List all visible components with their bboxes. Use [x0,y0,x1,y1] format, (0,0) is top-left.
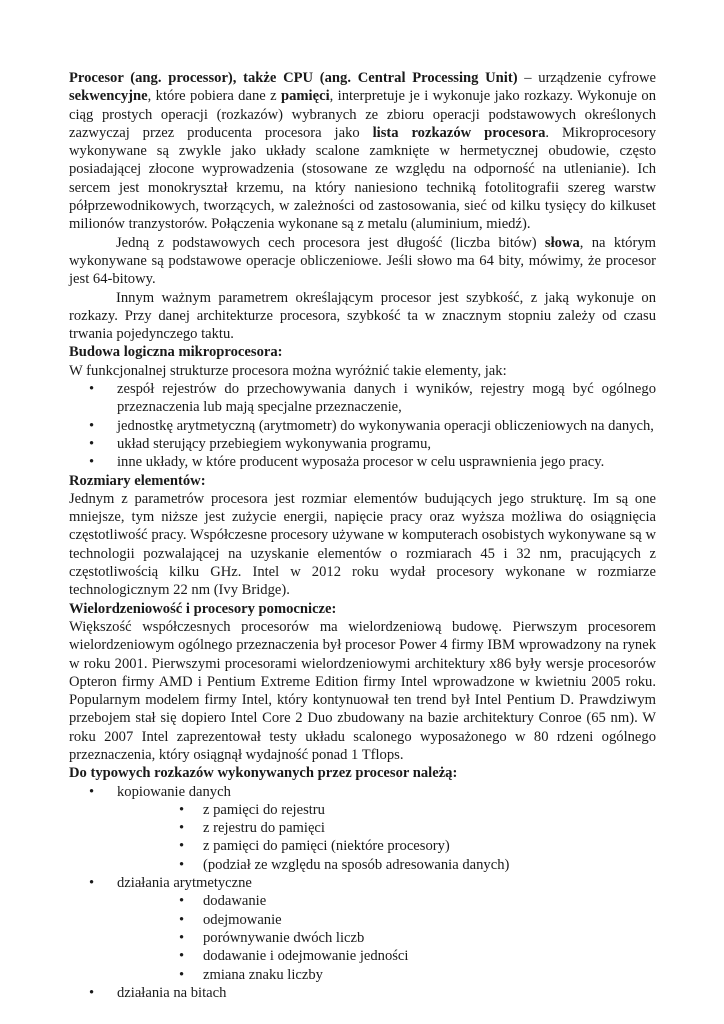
heading-rozmiary: Rozmiary elementów: [69,472,206,489]
sublist-item: • dodawanie [179,893,267,910]
sublist-item: • z rejestru do pamięci [179,820,325,837]
sublist-item: • odejmowanie [179,911,282,928]
bullet-icon: • [89,783,95,800]
budowa-list [69,380,656,471]
wielordzeniowosc-paragraph: Większość współczesnych procesorów ma wielordzeniową budowę. Pierwszym procesorem wielordzeniowym ogólnego przeznaczenia był procesor Power 4 firmy IBM wprowadzony na rynek w roku 2001. Pierwszymi procesorami wielordzeniowymi architektury x86 były wersje procesorów Opteron firmy AMD i Pentium Extreme Edition firmy Intel wprowadzone w kwietniu 2005 roku. Popularnym modelem firmy Intel, który kontynuował ten trend był Intel Pentium D. Prawdziwym przebojem stał się dopiero Intel Core 2 Duo zbudowany na bazie architektury Conroe (65 nm). W roku 2007 Intel zaprezentował testy układu scalonego wyposażonego w 80 rdzeni ogólnego przeznaczenia, który osiągnął wydajność ponad 1 Tflops. [69,618,656,763]
list-item: • układ sterujący przebiegiem wykonywania programu, [89,435,432,452]
bullet-icon: • [89,984,95,1001]
list-item: • inne układy, w które producent wyposaża procesor w celu usprawnienia jego pracy. [89,454,605,471]
bullet-icon: • [179,838,185,855]
bullet-icon: • [179,893,185,910]
list-item-kopiowanie: • kopiowanie danych • z pamięci do rejestru • z rejestru do pamięci • z pamięci do pamięci (niektóre procesory) • (podział ze względu na sposób adresowania danych) [69,783,656,874]
intro-paragraph-1: Procesor (ang. processor), także CPU (ang. Central Processing Unit) – urządzenie cyfrowe sekwencyjne, które pobiera dane z pamięci, interpretuje je i wykonuje jako rozkazy. Wykonuje on ciąg prostych operacji (rozkazów) wybranych ze zbioru operacji podstawowych określonych zazwyczaj przez producenta procesora jako lista rozkazów procesora. Mikroprocesory wykonywane są zwykle jako układy scalone zamknięte w hermetycznej obudowie, często posiadającej złocone wyprowadzenia (stosowane ze względu na odporność na utlenianie). Ich sercem jest monokryształ krzemu, na który naniesiono techniką fotolitografii szereg warstw półprzewodnikowych, tworzących, w zależności od zastosowania, sieć od kilku tysięcy do kilkuset milionów tranzystorów. Połączenia wykonane są z metalu (aluminium, miedź). [69,70,657,233]
term-lista-rozkazow: lista rozkazów procesora [372,124,546,141]
bullet-icon: • [89,417,95,434]
bullet-icon: • [89,435,95,452]
term-pamieci: pamięci [280,88,330,105]
sublist-kopiowanie [117,801,656,874]
bullet-icon: • [179,801,185,818]
term-sekwencyjne: sekwencyjne [69,88,148,105]
bullet-icon: • [179,929,185,946]
bullet-icon: • [179,856,185,873]
budowa-lead: W funkcjonalnej strukturze procesora można wyróżnić takie elementy, jak: [69,362,507,379]
list-item: • zespół rejestrów do przechowywania danych i wyników, rejestry mogą być ogólnego przeznaczenia lub mają specjalne przeznaczenie, [89,381,656,416]
sublist-arytmetyczne [117,892,656,983]
bullet-icon: • [89,875,95,892]
intro-paragraph-2: Jedną z podstawowych cech procesora jest długość (liczba bitów) słowa, na którym wykonywane są podstawowe operacje obliczeniowe. Jeśli słowo ma 64 bity, mówimy, że procesor jest 64-bitowy. [69,234,656,288]
heading-budowa: Budowa logiczna mikroprocesora: [69,344,283,361]
document-page [69,69,656,1002]
sublist-item: • porównywanie dwóch liczb [179,929,365,946]
rozkazy-list [69,783,656,1003]
bullet-icon: • [179,966,185,983]
sublist-item: • zmiana znaku liczby [179,966,323,983]
list-item: • jednostkę arytmetyczną (arytmometr) do wykonywania operacji obliczeniowych na danych, [89,417,654,434]
heading-rozkazy: Do typowych rozkazów wykonywanych przez procesor należą: [69,765,458,782]
list-item-dzialania-arytmetyczne: • działania arytmetyczne • dodawanie • odejmowanie • porównywanie dwóch liczb • dodawanie i odejmowanie jedności • zmiana znaku liczby [69,874,656,984]
bullet-icon: • [179,948,185,965]
list-item-dzialania-na-bitach: • działania na bitach [89,984,227,1001]
bullet-icon: • [179,911,185,928]
sublist-item: • (podział ze względu na sposób adresowania danych) [179,856,510,873]
sublist-item: • z pamięci do pamięci (niektóre procesory) [179,838,450,855]
bullet-icon: • [89,381,95,398]
sublist-item: • dodawanie i odejmowanie jedności [179,948,409,965]
bullet-icon: • [179,820,185,837]
heading-wielordzeniowosc: Wielordzeniowość i procesory pomocnicze: [69,600,337,617]
sublist-item: • z pamięci do rejestru [179,801,325,818]
intro-paragraph-3: Innym ważnym parametrem określającym procesor jest szybkość, z jaką wykonuje on rozkazy. Przy danej architekturze procesora, szybkość ta w znacznym stopniu zależy od czasu trwania pojedynczego taktu. [69,289,656,343]
bullet-icon: • [89,454,95,471]
term-slowa: słowa [544,234,580,251]
term-procesor: Procesor (ang. processor), także CPU (ang. Central Processing Unit) [69,70,518,86]
rozmiary-paragraph: Jednym z parametrów procesora jest rozmiar elementów budujących jego strukturę. Im są one mniejsze, tym niższe jest zużycie energii, napięcie pracy oraz wyższa możliwa do osiągnięcia częstotliwość pracy. Współczesne procesory używane w komputerach osobistych wykonywane są w technologii pozwalającej na uzyskanie elementów o rozmiarach 45 i 32 nm, pracujących z częstotliwością kilku GHz. Intel w 2012 roku wydał procesory wykonane w rozmiarze technologicznym 22 nm (Ivy Bridge). [69,490,656,599]
